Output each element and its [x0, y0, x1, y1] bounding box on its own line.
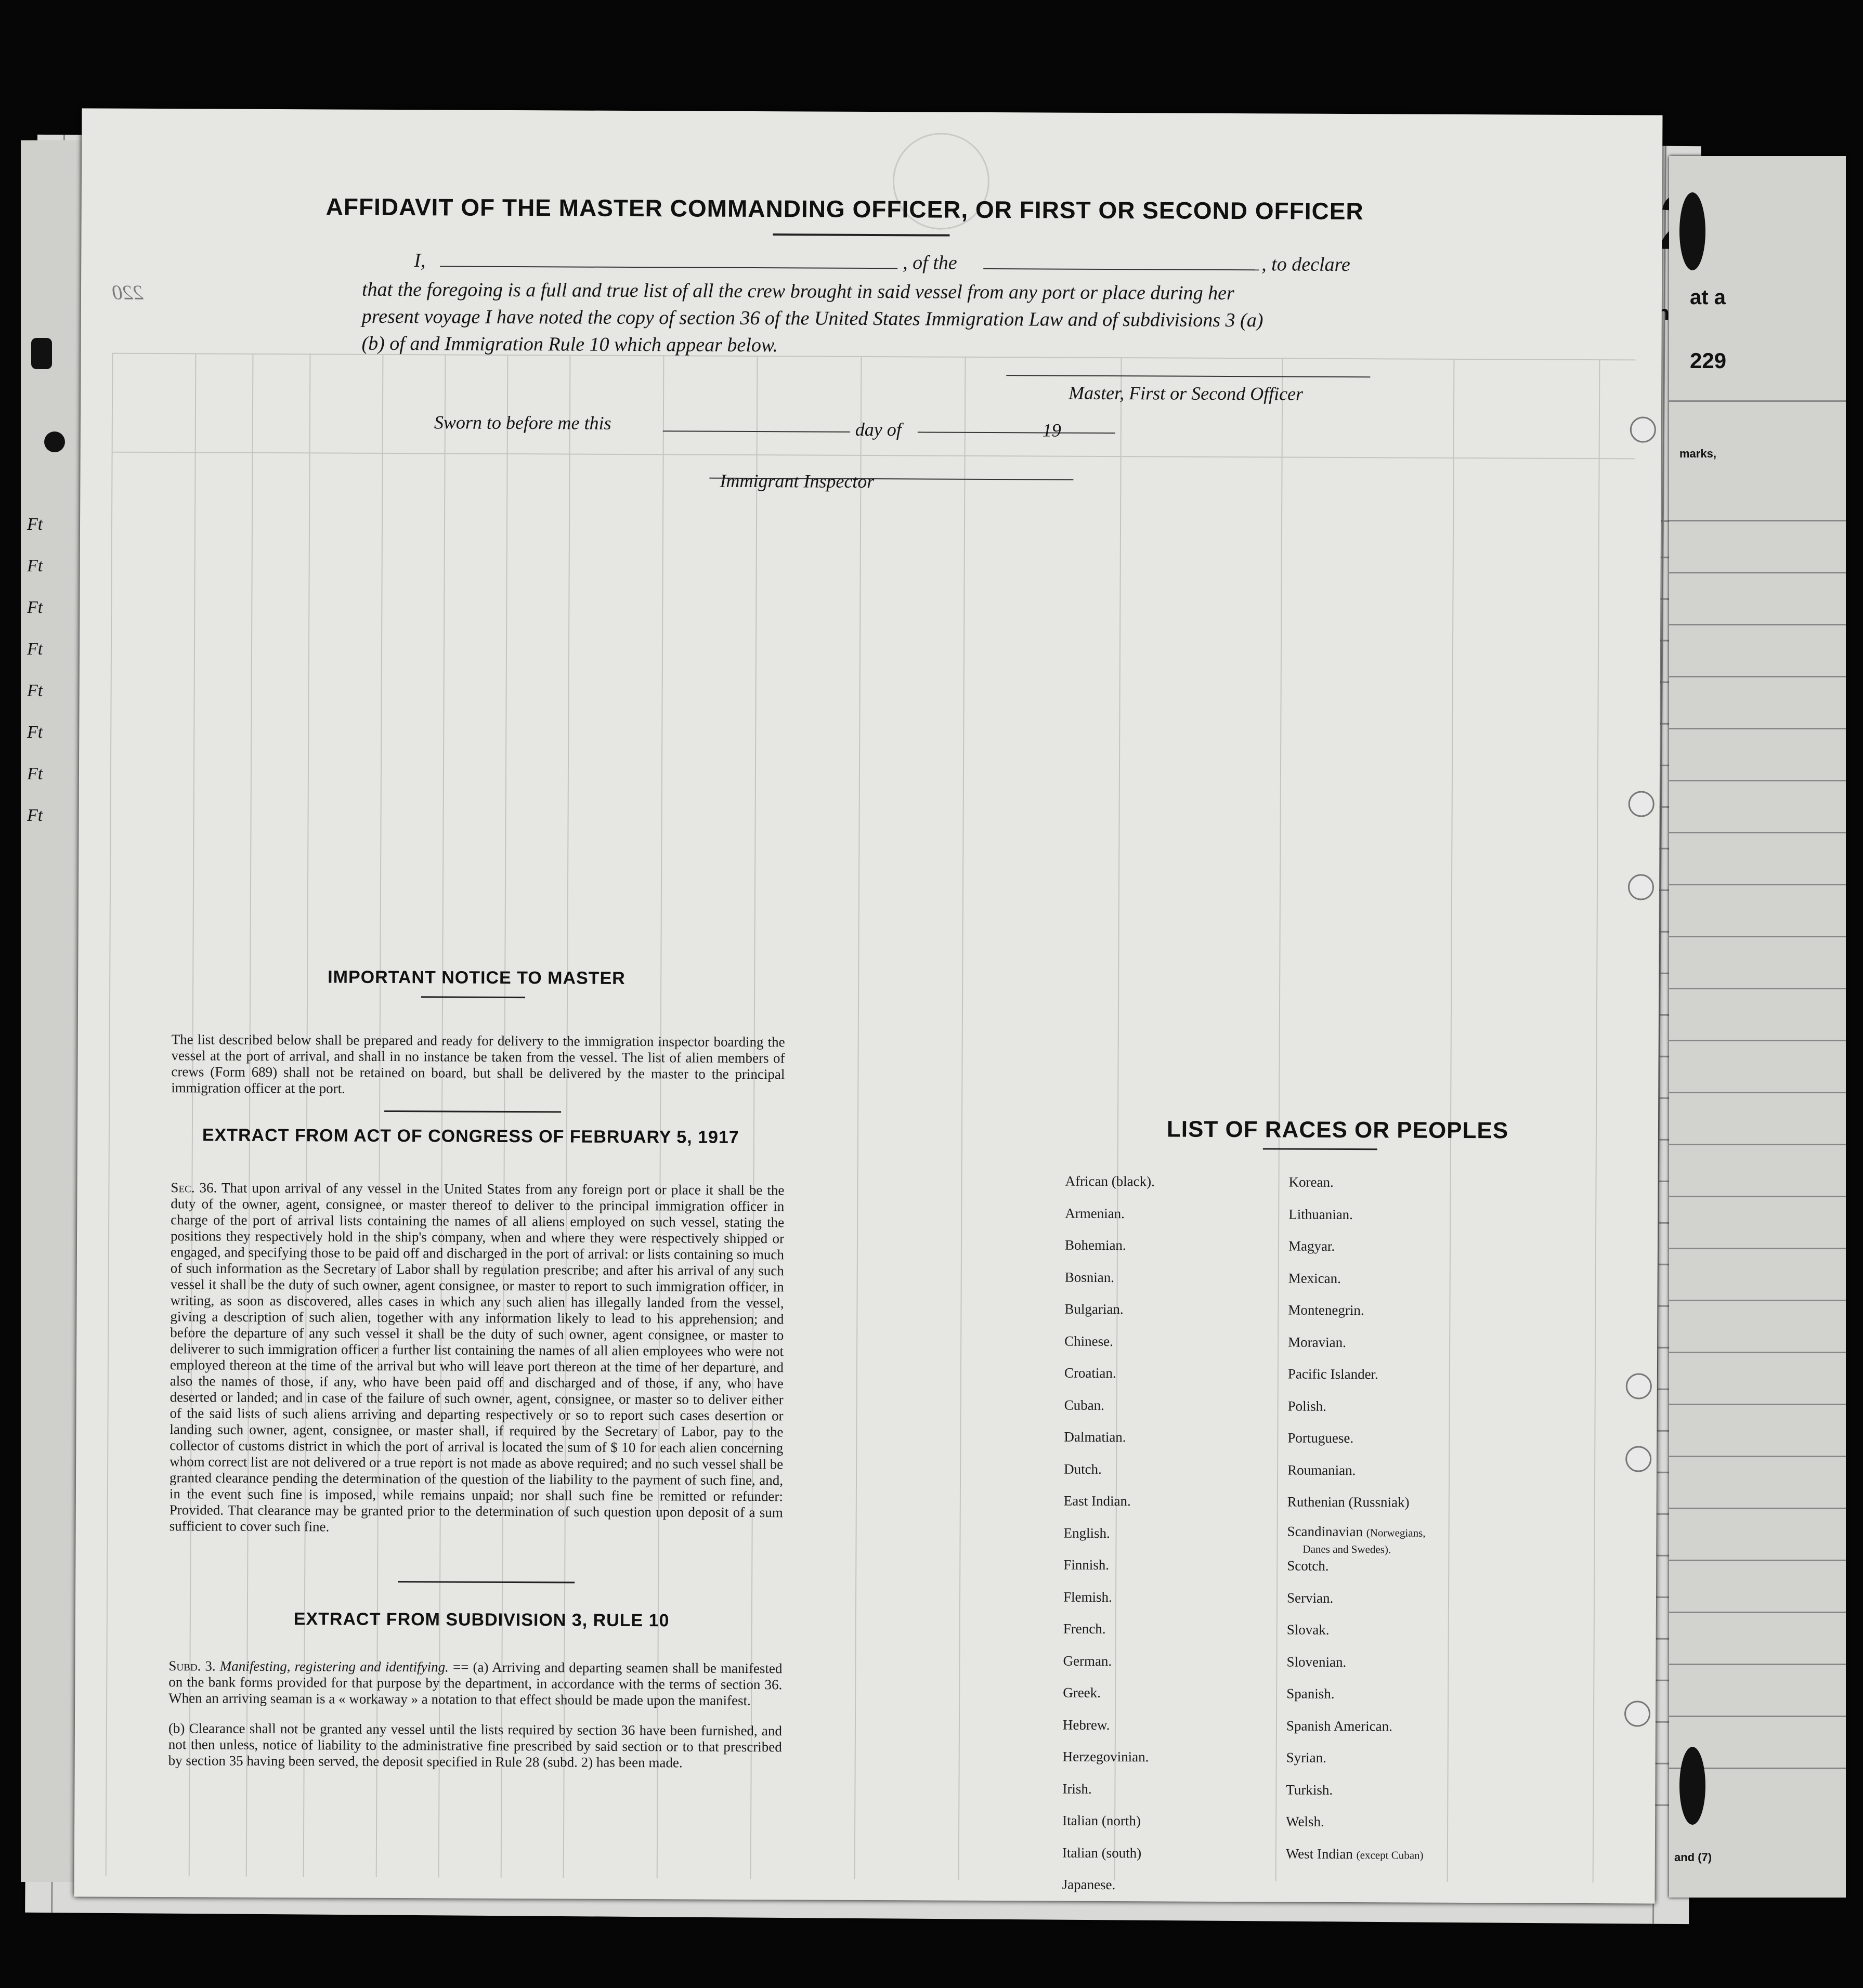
left-mark-5 [31, 338, 52, 369]
race-item: Japanese. [1062, 1876, 1116, 1893]
affidavit-line-1: that the foregoing is a full and true list of all the crew brought in said vessel from any port or place during her [361, 278, 1234, 305]
affidavit-to-declare-label: , to declare [1261, 253, 1350, 276]
race-item: Dutch. [1064, 1461, 1102, 1477]
rightmost-large-digit-mark [1679, 192, 1705, 270]
year-label: 19 [1042, 420, 1061, 441]
race-item: Flemish. [1063, 1589, 1112, 1605]
race-item: Korean. [1288, 1174, 1334, 1190]
races-column-1 [1062, 1166, 1155, 1901]
race-item: Chinese. [1064, 1333, 1114, 1349]
race-item: Italian (south) [1062, 1845, 1142, 1861]
affidavit-sheet [74, 108, 1663, 1903]
races-column-2 [1286, 1167, 1427, 1872]
inspector-label: Immigrant Inspector [720, 470, 875, 492]
notice-text: The list described below shall be prepared and ready for delivery to the immigration inspector boarding the vessel at the port of arrival, and shall in no instance be taken from the vessel. The list of alien members of crews (Form 689) shall not be retained on board, but shall be delivered by the master to the principal immigration officer at the port. [171, 1031, 785, 1096]
race-item: Turkish. [1286, 1782, 1333, 1798]
act-text [170, 1180, 785, 1537]
notice-title: IMPORTANT NOTICE TO MASTER [328, 967, 626, 988]
race-item: Herzegovinian. [1062, 1748, 1149, 1765]
race-item: Servian. [1286, 1590, 1334, 1606]
race-item: Greek. [1063, 1684, 1101, 1701]
race-item: Spanish. [1286, 1685, 1335, 1702]
day-of-label: day of [855, 418, 902, 440]
race-item: Magyar. [1288, 1238, 1335, 1254]
binding-hole [1630, 416, 1656, 442]
left-sheet-strip: Ft Ft Ft Ft Ft Ft Ft Ft [21, 140, 83, 1882]
scandinavian-note: (Norwegians, [1366, 1526, 1426, 1539]
race-item-scandinavian: Scandinavian (Norwegians, Danes and Swedes). [1287, 1523, 1426, 1555]
affidavit-line-2: present voyage I have noted the copy of section 36 of the United States Immigration Law and of subdivisions 3 (a) [361, 305, 1263, 332]
race-item: East Indian. [1063, 1493, 1131, 1509]
rule10-subd-label: Subd. 3. [168, 1658, 216, 1674]
rule10-body-a: == (a) Arriving and departing seamen shall be manifested on the bank forms provided for that purpose by the department, in accordance with the terms of section 36. When an arriving seaman is a « workaway » a notation to that effect should be made upon the manifest. [168, 1659, 783, 1709]
race-item: Syrian. [1286, 1749, 1327, 1765]
affidavit-of-the-label: , of the [903, 252, 957, 274]
binding-hole [1629, 791, 1654, 817]
binding-hole [1628, 874, 1654, 900]
affidavit-i-label: I, [414, 250, 426, 272]
race-item: Ruthenian (Russniak) [1287, 1494, 1410, 1510]
race-item: Scotch. [1287, 1558, 1329, 1574]
race-item: Pacific Islander. [1287, 1366, 1378, 1382]
rule10-subd-heading: Manifesting, registering and identifying. [219, 1658, 449, 1675]
binding-hole [1626, 1373, 1652, 1399]
scandinavian-note-2: Danes and Swedes). [1302, 1542, 1391, 1555]
race-item: Dalmatian. [1064, 1429, 1126, 1445]
race-item: Welsh. [1286, 1813, 1324, 1829]
act-body: That upon arrival of any vessel in the United States from any foreign port or place it shall be the duty of the owner, agent, consignee, or master thereof to deliver to the principal immigration officer in charge of the port of arrival lists containing the names of all aliens employed on such vessel, stating the positions they respectively hold in the ship's company, when and where they were respectively shipped or engaged, and specifying those to be paid off and discharged in the port of arrival: or lists containing so much of such information as the Secretary of Labor shall by regulation prescribe; and after his arrival of any such vessel it shall be the duty of such owner, agent consignee, or master to report to such immigration officer, in writing, as soon as discovered, alles cases in which any such alien has illegally landed from the vessel, giving a description of such alien, together with any information likely to lead to his apprehension; and before the departure of any such vessel it shall be the duty of such owner, agent consignee, or master to deliverer to such immigration officer a further list containing the names of all alien employees who were not employed thereon at the time of the arrival but who will leave port thereon at the time of her departure, and also the names of those, if any, who have been paid off and discharged and of those, if any, who have deserted or landed; and in case of the failure of such owner, agent, consignee, or master so to deliver either of the said lists of such aliens arriving and departing respectively or so to report such cases desertion or landing such owner, agent, consignee, or master shall, if required by the Secretary of Labor, pay to the collector of customs district in which the port of arrival is located the sum of $ 10 for each alien concerning whom correct list are not delivered or a true report is not made as above required; and no such vessel shall be granted clearance pending the determination of the question of the liability to the payment of such fine, and, in the event such fine is imposed, while remains unpaid; nor shall such fine be remitted or refunder: Provided. That clearance may be granted prior to the determination of such question upon deposit of a sum sufficient to cover such fine. [169, 1180, 785, 1535]
race-item: Bohemian. [1064, 1237, 1126, 1253]
master-signature-label: Master, First or Second Officer [1069, 382, 1304, 404]
rule10-text-b: (b) Clearance shall not be granted any vessel until the lists required by section 36 have been furnished, and not then unless, notice of liability to the administrative fine prescribed by said section or to that prescribed by section 35 having been served, the deposit specified in Rule 28 (subd. 2) has been made. [168, 1720, 782, 1771]
title-rule [773, 233, 949, 236]
alien-count: 229 [1690, 348, 1727, 373]
race-item: Montenegrin. [1288, 1302, 1364, 1318]
race-item: Bulgarian. [1064, 1301, 1124, 1317]
vessel-blank[interactable] [983, 268, 1259, 270]
race-item: Polish. [1287, 1398, 1326, 1414]
race-item: Italian (north) [1062, 1812, 1141, 1829]
race-item: German. [1063, 1653, 1112, 1669]
rule10-text-a [168, 1658, 782, 1709]
rightmost-sheet-strip [1669, 156, 1846, 1898]
race-item: Irish. [1062, 1781, 1092, 1797]
race-item: Cuban. [1064, 1397, 1104, 1413]
race-item: Slovenian. [1286, 1654, 1347, 1670]
left-hole-mark [44, 431, 65, 452]
affidavit-title: AFFIDAVIT OF THE MASTER COMMANDING OFFICER, OR FIRST OR SECOND OFFICER [325, 193, 1364, 225]
race-item: Lithuanian. [1288, 1206, 1353, 1222]
binding-hole [1625, 1446, 1651, 1472]
race-item: Finnish. [1063, 1557, 1110, 1573]
race-item: Slovak. [1286, 1621, 1330, 1638]
sworn-label: Sworn to before me this [434, 412, 611, 434]
race-item: Portuguese. [1287, 1430, 1354, 1446]
race-item: Hebrew. [1062, 1717, 1110, 1733]
race-item: Roumanian. [1287, 1462, 1356, 1478]
race-item: Bosnian. [1064, 1269, 1115, 1285]
race-item-west-indian: West Indian (except Cuban) [1285, 1846, 1424, 1862]
name-blank[interactable] [440, 266, 897, 269]
race-item: Croatian. [1064, 1365, 1116, 1381]
race-item: English. [1063, 1525, 1110, 1541]
affidavit-line-3: (b) of and Immigration Rule 10 which appear below. [361, 332, 778, 357]
rule10-title: EXTRACT FROM SUBDIVISION 3, RULE 10 [293, 1609, 670, 1631]
act-sec-label: Sec. 36. [171, 1180, 217, 1196]
binding-hole [1624, 1701, 1650, 1727]
bottom-and-7-label: and (7) [1674, 1851, 1712, 1864]
races-title: LIST OF RACES OR PEOPLES [1166, 1116, 1509, 1144]
west-indian-note: (except Cuban) [1356, 1848, 1424, 1862]
race-item: Moravian. [1288, 1334, 1346, 1350]
race-item: African (black). [1065, 1173, 1155, 1189]
ghost-left-number: 220 [112, 280, 144, 304]
race-item: Spanish American. [1286, 1718, 1393, 1734]
rightmost-bottom-digit-mark [1679, 1747, 1705, 1825]
race-item: Armenian. [1065, 1205, 1125, 1221]
at-a-label: at a [1690, 286, 1726, 309]
race-item: French. [1063, 1620, 1106, 1637]
race-item: Mexican. [1288, 1270, 1341, 1286]
act-title: EXTRACT FROM ACT OF CONGRESS OF FEBRUARY 5, 1917 [202, 1125, 739, 1147]
marks-label: marks, [1679, 447, 1716, 460]
